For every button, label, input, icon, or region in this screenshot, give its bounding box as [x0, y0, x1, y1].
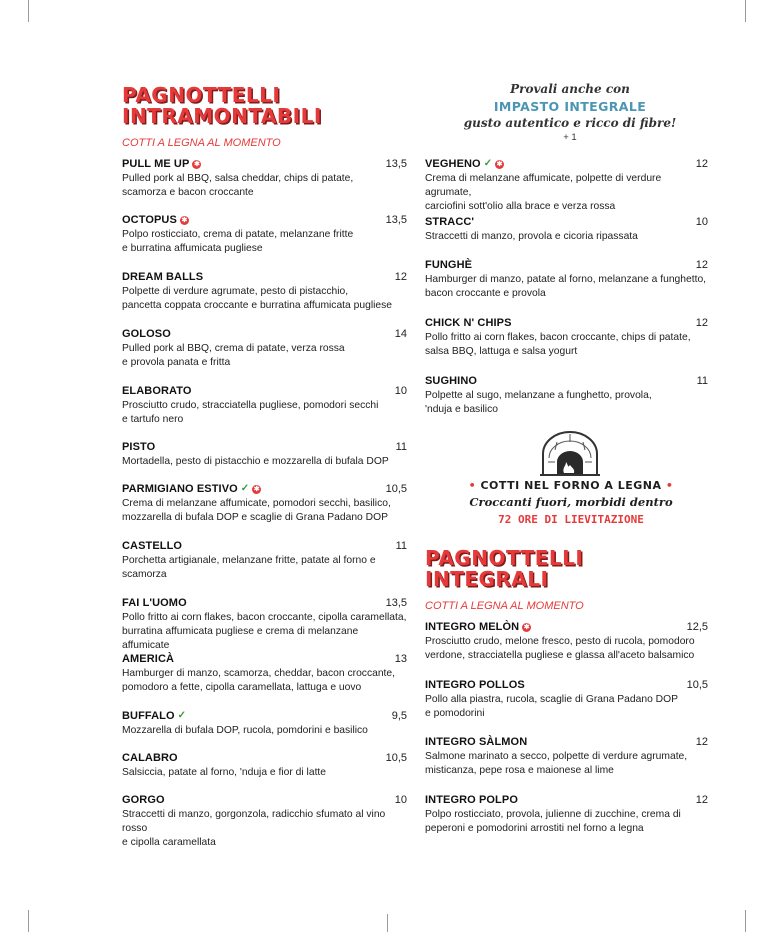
item-price: 12 — [695, 794, 708, 806]
item-description: Crema di melanzane affumicate, pomodori secchi, basilico, mozzarella di bufala DOP e scaglie di Grana Padano DOP — [122, 498, 391, 523]
item-price: 10 — [394, 794, 407, 806]
menu-item: INTEGRO SÀLMON 12 Salmone marinato a secco, polpette di verdure agrumate, misticanza, pepe rosa e maionese al lime — [425, 736, 708, 776]
item-price: 13,5 — [385, 158, 407, 170]
vegetarian-leaf-icon: ✓ — [483, 158, 493, 169]
item-price: 12 — [695, 317, 708, 329]
item-price: 10,5 — [385, 483, 407, 495]
item-price: 11 — [395, 441, 407, 453]
item-description: Prosciutto crudo, stracciatella pugliese, pomodori secchi e tartufo nero — [122, 400, 379, 425]
item-price: 10,5 — [385, 752, 407, 764]
menu-item: SUGHINO 11 Polpette al sugo, melanzane a funghetto, provola, 'nduja e basilico — [425, 375, 708, 415]
menu-item: GORGO 10 Straccetti di manzo, gorgonzola, radicchio sfumato al vino rosso e cipolla caramellata — [122, 794, 407, 848]
item-price: 10 — [394, 385, 407, 397]
menu-item: VEGHENO ✓ ✱ 12 Crema di melanzane affumicate, polpette di verdure agrumate, carciofini sott'olio alla brace e verza rossa — [425, 158, 708, 212]
menu-item: STRACC' 10 Straccetti di manzo, provola e cicoria ripassata — [425, 216, 708, 242]
item-price: 12 — [394, 271, 407, 283]
item-price: 12 — [695, 259, 708, 271]
spicy-badge-icon: ✱ — [181, 216, 188, 224]
item-price: 10,5 — [686, 679, 708, 691]
item-price: 9,5 — [391, 710, 407, 722]
item-price: 13 — [394, 653, 407, 665]
item-description: Crema di melanzane affumicate, polpette di verdure agrumate, carciofini sott'olio alla brace e verza rossa — [425, 173, 662, 212]
spicy-badge-icon: ✱ — [496, 160, 503, 168]
item-price: 11 — [395, 540, 407, 552]
menu-item: INTEGRO POLLOS 10,5 Pollo alla piastra, rucola, scaglie di Grana Padano DOP e pomodorini — [425, 679, 708, 719]
item-description: Pollo alla piastra, rucola, scaglie di Grana Padano DOP e pomodorini — [425, 694, 678, 719]
section-title-integrali: PAGNOTTELLI INTEGRALI — [425, 546, 584, 591]
menu-item: PULL ME UP ✱ 13,5 Pulled pork al BBQ, salsa cheddar, chips di patate, scamorza e bacon croccante — [122, 158, 407, 198]
spicy-badge-icon: ✱ — [253, 485, 260, 493]
oven-tagline: Croccanti fuori, morbidi dentro — [469, 495, 673, 509]
menu-item: INTEGRO MELÒN ✱ 12,5 Prosciutto crudo, melone fresco, pesto di rucola, pomodoro verdone, stracciatella pugliese e glassa all'aceto balsamico — [425, 621, 708, 661]
menu-item: PARMIGIANO ESTIVO ✓ ✱ 10,5 Crema di melanzane affumicate, pomodori secchi, basilico, mozzarella di bufala DOP e scaglie di Grana Padano DOP — [122, 483, 407, 523]
section-title-intramontabili: PAGNOTTELLI INTRAMONTABILI — [122, 83, 322, 128]
spicy-badge-icon: ✱ — [193, 160, 200, 168]
menu-item: DREAM BALLS 12 Polpette di verdure agrumate, pesto di pistacchio, pancetta coppata croccante e burratina affumicata pugliese — [122, 271, 407, 311]
item-description: Pulled pork al BBQ, crema di patate, verza rossa e provola panata e fritta — [122, 343, 345, 368]
item-description: Polpo rosticciato, provola, julienne di zucchine, crema di peperoni e pomodorini arrostiti nel forno a legna — [425, 809, 681, 834]
item-description: Salsiccia, patate al forno, 'nduja e fior di latte — [122, 767, 327, 778]
item-description: Hamburger di manzo, patate al forno, melanzane a funghetto, bacon croccante e provola — [425, 274, 707, 299]
menu-item: CALABRO 10,5 Salsiccia, patate al forno, 'nduja e fior di latte — [122, 752, 407, 778]
item-description: Straccetti di manzo, provola e cicoria ripassata — [425, 231, 638, 242]
crop-mark — [387, 914, 388, 932]
menu-item: CHICK N' CHIPS 12 Pollo fritto ai corn flakes, bacon croccante, chips di patate, salsa BBQ, lattuga e salsa yogurt — [425, 317, 708, 357]
menu-item: BUFFALO ✓ 9,5 Mozzarella di bufala DOP, rucola, pomdorini e basilico — [122, 710, 407, 736]
menu-item: ELABORATO 10 Prosciutto crudo, stracciatella pugliese, pomodori secchi e tartufo nero — [122, 385, 407, 425]
crop-mark — [28, 910, 29, 932]
crop-mark — [28, 0, 29, 22]
wood-oven-icon — [537, 428, 603, 478]
vegetarian-leaf-icon: ✓ — [240, 483, 250, 494]
crop-mark — [745, 910, 746, 932]
item-price: 10 — [695, 216, 708, 228]
menu-item: GOLOSO 14 Pulled pork al BBQ, crema di patate, verza rossa e provola panata e fritta — [122, 328, 407, 368]
item-description: Pollo fritto ai corn flakes, bacon croccante, chips di patate, salsa BBQ, lattuga e salsa yogurt — [425, 332, 691, 357]
menu-item: FUNGHÈ 12 Hamburger di manzo, patate al forno, melanzane a funghetto, bacon croccante e provola — [425, 259, 708, 299]
item-description: Pulled pork al BBQ, salsa cheddar, chips di patate, scamorza e bacon croccante — [122, 173, 354, 198]
vegetarian-leaf-icon: ✓ — [177, 710, 187, 721]
section-subtitle: COTTI A LEGNA AL MOMENTO — [425, 600, 584, 612]
menu-item: INTEGRO POLPO 12 Polpo rosticciato, provola, julienne di zucchine, crema di peperoni e pomodorini arrostiti nel forno a legna — [425, 794, 708, 834]
crop-mark — [745, 0, 746, 22]
item-price: 14 — [394, 328, 407, 340]
menu-item: CASTELLO 11 Porchetta artigianale, melanzane fritte, patate al forno e scamorza — [122, 540, 407, 580]
promo-line: gusto autentico e ricco di fibre! — [463, 116, 677, 130]
item-description: Porchetta artigianale, melanzane fritte, patate al forno e scamorza — [122, 555, 376, 580]
menu-item: AMERICÀ 13 Hamburger di manzo, scamorza, cheddar, bacon croccante, pomodoro a fette, cipolla caramellata, lattuga e uovo — [122, 653, 407, 693]
item-price: 13,5 — [385, 214, 407, 226]
item-description: Polpette di verdure agrumate, pesto di pistacchio, pancetta coppata croccante e burratina affumicata pugliese — [122, 286, 392, 311]
item-description: Mozzarella di bufala DOP, rucola, pomdorini e basilico — [122, 725, 368, 736]
item-description: Polpette al sugo, melanzane a funghetto, provola, 'nduja e basilico — [425, 390, 652, 415]
item-description: Salmone marinato a secco, polpette di verdure agrumate, misticanza, pepe rosa e maionese al lime — [425, 751, 688, 776]
item-description: Prosciutto crudo, melone fresco, pesto di rucola, pomodoro verdone, stracciatella pugliese e glassa all'aceto balsamico — [425, 636, 695, 661]
menu-item: FAI L'UOMO 13,5 Pollo fritto ai corn flakes, bacon croccante, cipolla caramellata, burratina affumicata pugliese e crema di melanzane affumicate — [122, 597, 407, 651]
promo-surcharge: + 1 — [563, 132, 577, 143]
promo-highlight: IMPASTO INTEGRALE — [493, 99, 647, 114]
oven-title: • COTTI NEL FORNO A LEGNA • — [468, 479, 674, 492]
item-description: Polpo rosticciato, crema di patate, melanzane fritte e burratina affumicata pugliese — [122, 229, 354, 254]
menu-item: OCTOPUS ✱ 13,5 Polpo rosticciato, crema di patate, melanzane fritte e burratina affumicata pugliese — [122, 214, 407, 254]
item-description: Mortadella, pesto di pistacchio e mozzarella di bufala DOP — [122, 456, 389, 467]
section-subtitle: COTTI A LEGNA AL MOMENTO — [122, 137, 281, 149]
item-price: 11 — [696, 375, 708, 387]
oven-leavening: 72 ORE DI LIEVITAZIONE — [498, 513, 644, 526]
menu-item: PISTO 11 Mortadella, pesto di pistacchio e mozzarella di bufala DOP — [122, 441, 407, 467]
item-price: 12 — [695, 736, 708, 748]
item-description: Hamburger di manzo, scamorza, cheddar, bacon croccante, pomodoro a fette, cipolla caramellata, lattuga e uovo — [122, 668, 396, 693]
item-price: 12 — [695, 158, 708, 170]
item-description: Pollo fritto ai corn flakes, bacon croccante, cipolla caramellata, burratina affumicata pugliese e crema di melanzane affumicate — [122, 612, 407, 651]
item-price: 12,5 — [686, 621, 708, 633]
item-description: Straccetti di manzo, gorgonzola, radicchio sfumato al vino rosso e cipolla caramellata — [122, 809, 386, 848]
item-price: 13,5 — [385, 597, 407, 609]
promo-line: Provali anche con — [510, 82, 630, 96]
spicy-badge-icon: ✱ — [523, 623, 530, 631]
